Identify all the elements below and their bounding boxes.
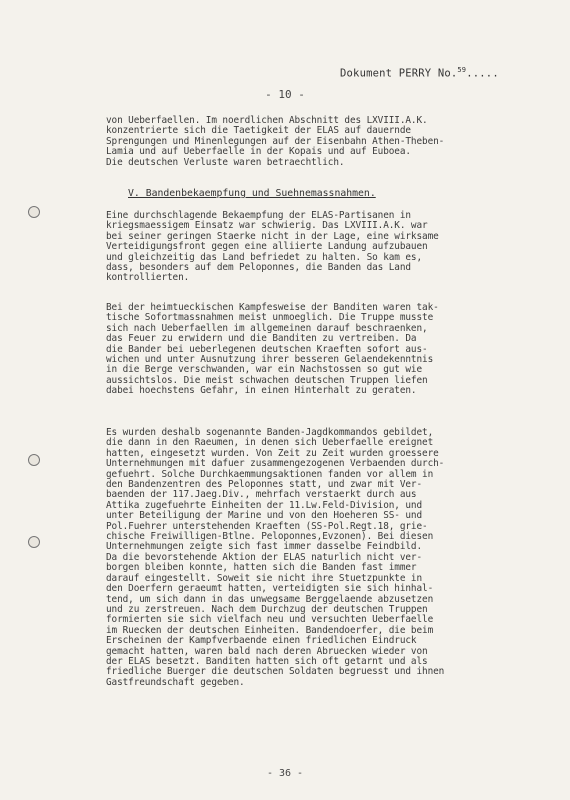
section-heading: V. Bandenbekaempfung und Suehnemassnahmen. [128, 188, 376, 199]
document-number: 59 [457, 66, 467, 74]
punch-hole-icon [28, 206, 40, 218]
paragraph-2: Eine durchschlagende Bekaempfung der ELAS-Partisanen in kriegsmaessigem Einsatz war schwierig. Das LXVIII.A.K. war bei seiner geringen Staerke nicht in der Lage, eine wirksame Verteidigungsfront gegen eine alliierte Landung aufzubauen und gleichzeitig das Land befriedet zu halten. So kam es, dass, besonders auf dem Peloponnes, die Banden das Land kontrollierten. [106, 210, 439, 284]
punch-hole-icon [28, 536, 40, 548]
paragraph-1: von Ueberfaellen. Im noerdlichen Abschnitt des LXVIII.A.K. konzentrierte sich die Taetigkeit der ELAS auf dauernde Sprengungen und Minenlegungen auf der Eisenbahn Athen-Theben- Lamia und auf Ueberfaelle in der Kopais und auf Euboea. Die deutschen Verluste waren betraechtlich. [106, 115, 445, 168]
document-reference [340, 66, 499, 80]
paragraph-3: Bei der heimtueckischen Kampfesweise der Banditen waren tak- tische Sofortmassnahmen meist unmoeglich. Die Truppe musste sich nach Ueberfaellen im allgemeinen darauf beschraenken, das Feuer zu erwidern und die Banditen zu vertreiben. Da die Bander bei ueberlegenen deutschen Kraeften sofort aus- wichen und unter Ausnutzung ihrer besseren Gelaendekenntnis in die Berge verschwanden, war ein Nachstossen so gut wie aussichtslos. Die meist schwachen deutschen Truppen liefen dabei hoechstens Gefahr, in einen Hinterhalt zu geraten. [106, 302, 439, 397]
page-number-bottom: - 36 - [266, 768, 304, 779]
document-ref-dots: ..... [466, 67, 499, 80]
punch-hole-icon [28, 454, 40, 466]
page-number-top: - 10 - [265, 88, 305, 101]
document-ref-label: Dokument PERRY No. [340, 67, 458, 80]
paragraph-4: Es wurden deshalb sogenannte Banden-Jagdkommandos gebildet, die dann in den Raeumen, in denen sich Ueberfaelle ereignet hatten, eingesetzt wurden. Von Zeit zu Zeit wurden groessere Unternehmungen mit dafuer zusammengezogenen Verbaenden durch- gefuehrt. Solche Durchkaemmungsaktionen fanden vor allem in den Bandenzentren des Peloponnes statt, und zwar mit Ver- baenden der 117.Jaeg.Div., mehrfach verstaerkt durch aus Attika zugefuehrte Einheiten der 11.Lw.Feld-Division, und unter Beteiligung der Marine und von den Hoeheren SS- und Pol.Fuehrer unterstehenden Kraeften (SS-Pol.Regt.18, grie- chische Freiwilligen-Btlne. Peloponnes,Evzonen). Bei diesen Unternehmungen zeigte sich fast immer dasselbe Feindbild. Da die bevorstehende Aktion der ELAS naturlich nicht ver- borgen bleiben konnte, hatten sich die Banden fast immer darauf eingestellt. Soweit sie nicht ihre Stuetzpunkte in den Doerfern geraeumt hatten, verteidigten sie sich hinhal- tend, um sich dann in das unwegsame Berggelaende abzusetzen und zu zerstreuen. Nach dem Durchzug der deutschen Truppen formierten sie sich vielfach neu und versuchten Ueberfaelle im Ruecken der deutschen Einheiten. Bandendoerfer, die beim Erscheinen der Kampfverbaende einen friedlichen Eindruck gemacht hatten, waren bald nach deren Abruecken wieder von der ELAS besetzt. Banditen hatten sich oft getarnt und als friedliche Buerger die deutschen Soldaten begruesst und ihnen Gastfreundschaft gegeben. [106, 427, 445, 688]
